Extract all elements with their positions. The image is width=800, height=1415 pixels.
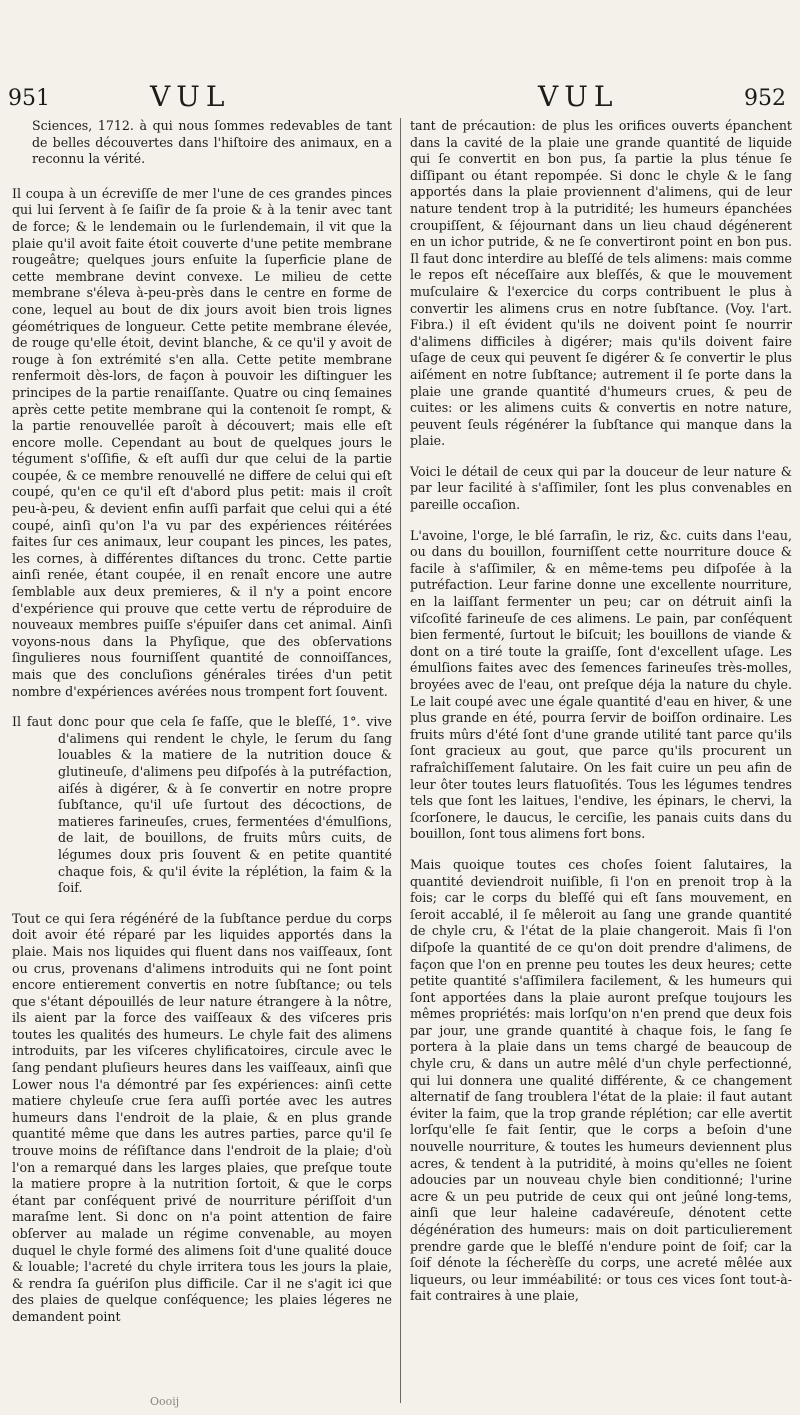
paragraph: Voici le détail de ceux qui par la douceur de leur nature & par leur facilité à s'aſſimiler, ſont les plus convenables en pareille occaſion. (410, 463, 792, 513)
paragraph: Il coupa à un écreviſſe de mer l'une de ces grandes pinces qui lui ſervent à ſe ſaiſir de ſa proie & à la tenir avec tant de force; & le lendemain ou le ſurlendemain, il vit que la plaie qu'il avoit faite étoit couverte d'une petite membrane rougeâtre; quelques jours enſuite la ſuperficie plane de cette membrane devint convexe. Le milieu de cette membrane s'éleva à-peu-près dans le centre en forme de cone, lequel au bout de dix jours avoit bien trois lignes géométriques de longueur. Cette petite membrane élevée, de rouge qu'elle étoit, devint blanche, & ce qu'il y avoit de rouge à ſon extrémité s'en alla. Cette petite membrane renfermoit dès-lors, de façon à pouvoir les diſtinguer les principes de la partie renaiſſante. Quatre ou cinq ſemaines après cette petite membrane qui la contenoit ſe rompt, & la partie renouvellée paroît à découvert; mais elle eſt encore molle. Cependant au bout de quelques jours le tégument s'oſſifie, & eſt auſſi dur que celui de la partie coupée, & ce membre renouvellé ne differe de celui qui eſt coupé, qu'en ce qu'il eſt d'abord plus petit: mais il croît peu-à-peu, & devient enfin auſſi parfait que celui qui a été coupé, ainſi qu'on l'a vu par des expériences réitérées faites ſur ces animaux, leur coupant les pinces, les pates, les cornes, à différentes diſtances du tronc. Cette partie ainſi renée, étant coupée, il en renaît encore une autre ſemblable aux deux premieres, & il n'y a point encore d'expérience qui prouve que cette vertu de réproduire de nouveaux membres puiſſe s'épuiſer dans cet animal. Ainſi voyons-nous dans la Phyſique, que des obſervations ſingulieres nous fourniſſent quantité de connoiſſances, mais que des concluſions générales tirées d'un petit nombre d'expériences avérées nous trompent fort ſouvent. (12, 185, 392, 699)
paragraph: tant de précaution: de plus les orifices ouverts épanchent dans la cavité de la plaie une grande quantité de liquide qui ſe convertit en bon pus, ſa partie la plus ténue ſe diſſipant ou étant repompée. Si donc le chyle & le ſang apportés dans la plaie proviennent d'alimens, qui de leur nature tendent trop à la putridité; les humeurs épanchées croupiſſent, & ſéjournant dans un lieu chaud dégénerent en un ichor putride, & ne ſe convertiront point en bon pus. Il faut donc interdire au bleſſé de tels alimens: mais comme le repos eſt néceſſaire aux bleſſés, & que le mouvement muſculaire & l'exercice du corps contribuent le plus à convertir les alimens crus en notre ſubſtance. (Voy. l'art. Fibra.) il eſt évident qu'ils ne doivent point ſe nourrir d'alimens difficiles à digérer; mais qu'ils doivent faire uſage de ceux qui peuvent ſe digérer & ſe convertir le plus aiſément en notre ſubſtance; autrement il ſe porte dans la plaie une grande quantité d'humeurs crues, & peu de cuites: or les alimens cuits & convertis en notre nature, peuvent ſeuls régénérer la ſubſtance qui manque dans la plaie. (410, 118, 792, 449)
right-column (410, 118, 792, 1319)
left-column (12, 118, 392, 1340)
signature-mark: Oooij (150, 1395, 180, 1408)
paragraph: Il faut donc pour que cela ſe faſſe, que le bleſſé, 1°. vive d'alimens qui rendent le chyle, le ſerum du ſang louables & la matiere de la nutrition douce & glutineuſe, d'alimens peu diſpoſés à la putréfaction, aiſés à digérer, & à ſe convertir en notre propre ſubſtance, qu'il uſe ſurtout des décoctions, de matieres farineuſes, crues, fermentées d'émulſions, de lait, de bouillons, de fruits mûrs cuits, de légumes doux pris ſouvent & en petite quantité chaque fois, & qu'il évite la réplétion, la faim & la ſoif. (12, 714, 392, 896)
paragraph: Tout ce qui ſera régénéré de la ſubſtance perdue du corps doit avoir été réparé par les liquides apportés dans la plaie. Mais nos liquides qui fluent dans nos vaiſſeaux, ſont ou crus, provenans d'alimens introduits qui ne ſont point encore entierement convertis en notre ſubſtance; ou tels que s'étant dépouillés de leur nature étrangere à la nôtre, ils aient par la force des vaiſſeaux & des viſceres pris toutes les qualités des humeurs. Le chyle fait des alimens introduits, par les viſceres chylificatoires, circule avec le ſang pendant pluſieurs heures dans les vaiſſeaux, ainſi que Lower nous l'a démontré par ſes expériences: ainſi cette matiere chyleuſe crue ſera auſſi portée avec les autres humeurs dans l'endroit de la plaie, & en plus grande quantité même que dans les autres parties, parce qu'il ſe trouve moins de réſiſtance dans l'endroit de la plaie; d'où l'on a remarqué dans les larges plaies, que preſque toute la matiere propre à la nutrition ſortoit, & que le corps étant par conſéquent privé de nourriture périſſoit d'un maraſme lent. Si donc on n'a point attention de faire obſerver au malade un régime convenable, au moyen duquel le chyle formé des alimens ſoit d'une qualité douce & louable; l'acreté du chyle irritera tous les jours la plaie, & rendra ſa guériſon plus difficile. Car il ne s'agit ici que des plaies de quelque conſéquence; les plaies légeres ne demandent point (12, 910, 392, 1324)
paragraph: Sciences, 1712. à qui nous ſommes redevables de tant de belles découvertes dans l'hiſtoire des animaux, en a reconnu la vérité. (32, 118, 392, 167)
column-divider (400, 118, 401, 1403)
right-page-number: 952 (744, 86, 786, 111)
paragraph: L'avoine, l'orge, le blé ſarraſin, le riz, &c. cuits dans l'eau, ou dans du bouillon, fourniſſent cette nourriture douce & facile à s'aſſimiler, & en même-tems peu diſpoſée à la putréfaction. Leur farine donne une excellente nourriture, en la laiſſant fermenter un peu; car on détruit ainſi la viſcoſité farineuſe de ces alimens. Le pain, par conſéquent bien fermenté, ſurtout le biſcuit; les bouillons de viande & dont on a tiré toute la graiſſe, ſont d'excellent uſage. Les émulſions faites avec des ſemences farineuſes très-molles, broyées avec de l'eau, ont preſque déja la nature du chyle. Le lait coupé avec une égale quantité d'eau en hiver, & une plus grande en été, pourra ſervir de boiſſon ordinaire. Les fruits mûrs d'été ſont d'une grande utilité tant parce qu'ils ſont gracieux au gout, que parce qu'ils procurent un rafraîchiſſement ſalutaire. On les fait cuire un peu afin de leur ôter toutes leurs flatuoſités. Tous les légumes tendres tels que ſont les laitues, l'endive, les épinars, le chervi, la ſcorſonere, le daucus, le cerciſie, les panais cuits dans du bouillon, ſont tous alimens fort bons. (410, 527, 792, 842)
right-running-head: VUL (538, 80, 619, 113)
paragraph: Mais quoique toutes ces choſes ſoient ſalutaires, la quantité deviendroit nuiſible, ſi l'on en prenoit trop à la fois; car le corps du bleſſé qui eſt ſans mouvement, en ſeroit accablé, il ſe mêleroit au ſang une grande quantité de chyle cru, & l'état de la plaie changeroit. Mais ſi l'on diſpoſe la quantité de ce qu'on doit prendre d'alimens, de façon que l'on en prenne peu toutes les deux heures; cette petite quantité s'aſſimilera facilement, & les humeurs qui ſont apportées dans la plaie auront preſque toujours les mêmes propriétés: mais lorſqu'on n'en prend que deux fois par jour, une grande quantité à chaque fois, le ſang ſe portera à la plaie dans un tems chargé de beaucoup de chyle cru, & dans un autre mêlé d'un chyle perfectionné, qui lui donnera une qualité différente, & ce changement alternatif de ſang troublera l'état de la plaie: il faut autant éviter la faim, que la trop grande réplétion; car elle avertit lorſqu'elle ſe fait ſentir, que le corps a beſoin d'une nouvelle nourriture, & toutes les humeurs deviennent plus acres, & tendent à la putridité, à moins qu'elles ne ſoient adoucies par un nouveau chyle bien conditionné; l'urine acre & un peu putride de ceux qui ont jeûné long-tems, ainſi que leur haleine cadavéreuſe, dénotent cette dégénération des humeurs: mais on doit particulierement prendre garde que le bleſſé n'endure point de ſoif; car la ſoif dénote la ſécherèſſe du corps, une acreté mêlée aux liqueurs, ou leur imméabilité: or tous ces vices ſont tout-à-fait contraires à une plaie, (410, 856, 792, 1304)
left-page-number: 951 (8, 86, 50, 111)
left-running-head: VUL (150, 80, 231, 113)
